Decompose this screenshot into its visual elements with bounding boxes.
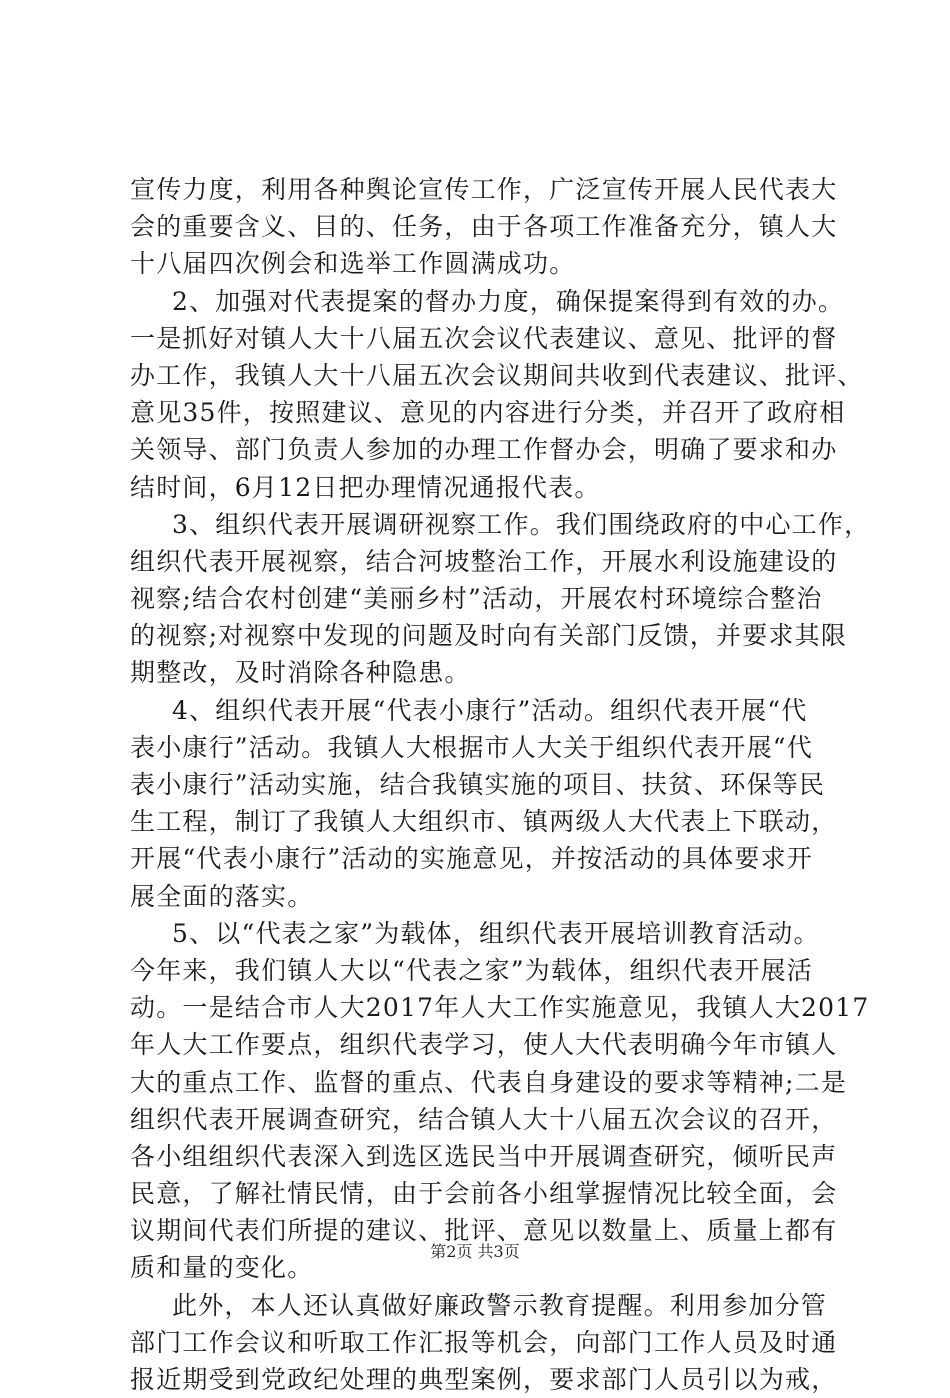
text-line: 质和量的变化。 [130, 1253, 314, 1283]
text-line: 议期间代表们所提的建议、批评、意见以数量上、质量上都有 [130, 1216, 838, 1246]
text-line: 大的重点工作、监督的重点、代表自身建设的要求等精神;二是 [130, 1067, 848, 1097]
text-line: 宣传力度，利用各种舆论宣传工作，广泛宣传开展人民代表大 [130, 175, 838, 204]
text-line: 一是抓好对镇人大十八届五次会议代表建议、意见、批评的督 [130, 323, 838, 353]
paragraph-start-line: 3、组织代表开展调研视察工作。我们围绕政府的中心工作， [172, 509, 871, 539]
text-line: 结时间，6月12日把办理情况通报代表。 [130, 472, 601, 502]
text-line: 组织代表开展视察，结合河坡整治工作，开展水利设施建设的 [130, 546, 838, 576]
text-line: 意见35件，按照建议、意见的内容进行分类，并召开了政府相 [130, 398, 846, 428]
text-line: 会的重要含义、目的、任务，由于各项工作准备充分，镇人大 [130, 212, 838, 242]
text-line: 表小康行”活动实施，结合我镇实施的项目、扶贫、环保等民 [130, 770, 826, 799]
paragraph-start-line: 此外，本人还认真做好廉政警示教育提醒。利用参加分管 [172, 1290, 828, 1320]
text-line: 期整改，及时消除各种隐患。 [130, 658, 471, 688]
text-line: 生工程，制订了我镇人大组织市、镇两级人大代表上下联动， [130, 807, 838, 837]
text-line: 十八届四次例会和选举工作圆满成功。 [130, 249, 576, 279]
paragraph-start-line: 4、组织代表开展“代表小康行”活动。组织代表开展“代 [172, 695, 808, 725]
text-line: 报近期受到党政纪处理的典型案例，要求部门人员引以为戒， [130, 1365, 838, 1394]
text-line: 组织代表开展调查研究，结合镇人大十八届五次会议的召开， [130, 1104, 838, 1134]
paragraph-start-line: 5、以“代表之家”为载体，组织代表开展培训教育活动。 [172, 918, 820, 948]
text-line: 各小组组织代表深入到选区选民当中开展调查研究，倾听民声 [130, 1141, 838, 1171]
page-footer [0, 1242, 950, 1262]
page-number-label: 第2页 共3页 [430, 1242, 520, 1261]
text-line: 开展“代表小康行”活动的实施意见，并按活动的具体要求开 [130, 844, 813, 874]
document-body [130, 171, 871, 1398]
text-line: 动。一是结合市人大2017年人大工作实施意见，我镇人大2017 [130, 993, 870, 1023]
text-line: 年人大工作要点，组织代表学习，使人大代表明确今年市镇人 [130, 1030, 838, 1060]
text-line: 展全面的落实。 [130, 881, 314, 911]
text-line: 部门工作会议和听取工作汇报等机会，向部门工作人员及时通 [130, 1327, 838, 1357]
paragraph-start-line: 2、加强对代表提案的督办力度，确保提案得到有效的办。 [172, 286, 845, 316]
text-line: 关领导、部门负责人参加的办理工作督办会，明确了要求和办 [130, 435, 838, 465]
text-line: 的视察;对视察中发现的问题及时向有关部门反馈，并要求其限 [130, 621, 848, 651]
text-line: 办工作，我镇人大十八届五次会议期间共收到代表建议、批评、 [130, 360, 864, 390]
text-line: 今年来，我们镇人大以“代表之家”为载体，组织代表开展活 [130, 955, 813, 985]
text-line: 视察;结合农村创建“美丽乡村”活动，开展农村环境综合整治 [130, 584, 823, 614]
text-line: 表小康行”活动。我镇人大根据市人大关于组织代表开展“代 [130, 732, 813, 762]
text-line: 民意，了解社情民情，由于会前各小组掌握情况比较全面，会 [130, 1179, 838, 1209]
